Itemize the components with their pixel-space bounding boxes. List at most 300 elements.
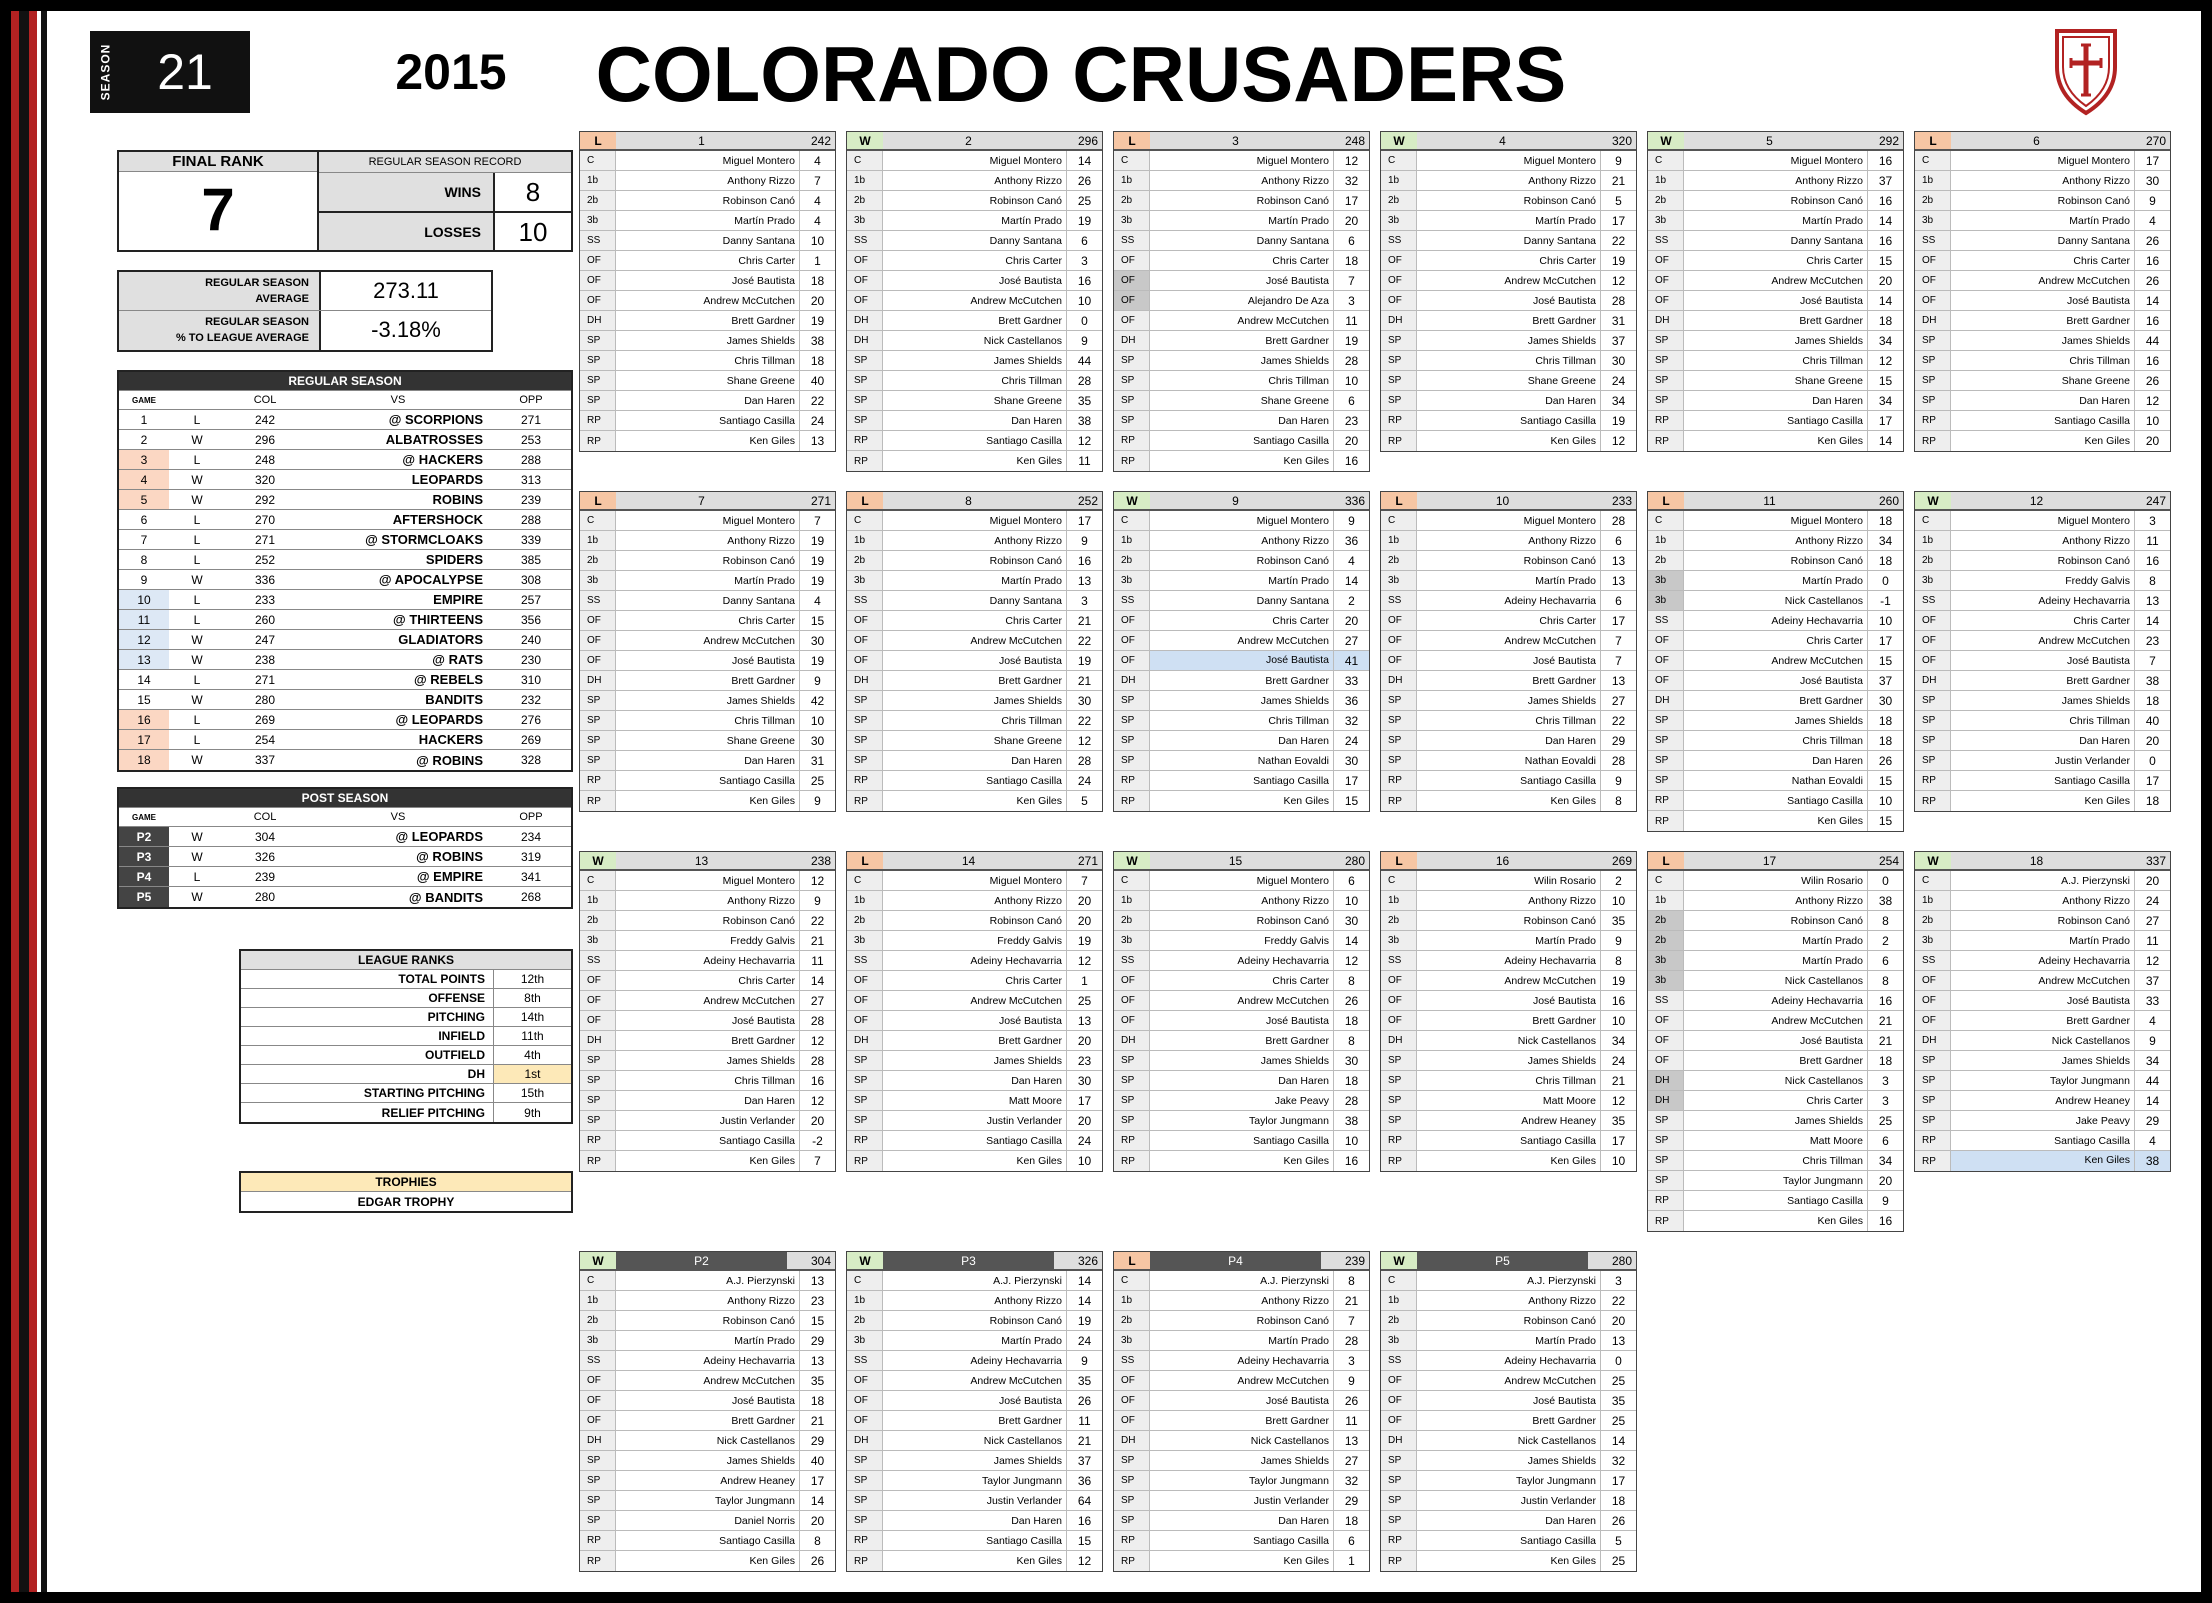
- lineup-player: Dan Haren: [1545, 1514, 1596, 1527]
- lineup-points: 3: [2134, 511, 2170, 530]
- lineup-player: Robinson Canó: [2057, 554, 2130, 567]
- lineup-player: Chris Carter: [1806, 254, 1863, 267]
- lineup-points: 28: [1600, 511, 1636, 530]
- lineup-position: SP: [1648, 771, 1684, 790]
- game-result-badge: L: [580, 132, 616, 149]
- lineup-player: Anthony Rizzo: [1528, 534, 1596, 547]
- game-total: 326: [1077, 1253, 1098, 1268]
- lineup-position: 1b: [580, 171, 616, 190]
- lineup-position: 1b: [1381, 531, 1417, 550]
- lineup-row: [1114, 1471, 1369, 1491]
- game-label: 13: [694, 853, 709, 868]
- lineup-points: 16: [1066, 1511, 1102, 1530]
- lineup-row: [1648, 711, 1903, 731]
- lineup-row: [1648, 1051, 1903, 1071]
- lineup-row: [1114, 651, 1369, 671]
- lineup-row: [580, 1091, 835, 1111]
- lineup-position: SP: [1114, 1111, 1150, 1130]
- lineup-points: 11: [1333, 1411, 1369, 1430]
- lineup-position: SP: [1381, 751, 1417, 770]
- lineup-player: Ken Giles: [1817, 435, 1863, 447]
- regular_season-cell: GLADIATORS: [398, 632, 483, 647]
- lineup-position: 3b: [1915, 571, 1951, 590]
- lineup-row: [1114, 731, 1369, 751]
- lineup-points: 27: [1600, 691, 1636, 710]
- lineup-points: 12: [2134, 391, 2170, 410]
- lineup-points: 0: [1600, 1351, 1636, 1370]
- lineup-position: 1b: [1114, 531, 1150, 550]
- game-lineup-11: [1647, 491, 1904, 832]
- lineup-points: 13: [1066, 1011, 1102, 1030]
- lineup-player: Brett Gardner: [1265, 1414, 1329, 1427]
- lineup-points: 8: [1333, 1271, 1369, 1290]
- lineup-position: RP: [1114, 431, 1150, 450]
- lineup-player: Brett Gardner: [1799, 694, 1863, 707]
- lineup-points: 19: [1600, 971, 1636, 990]
- lineup-position: SP: [580, 1051, 616, 1070]
- lineup-row: [1915, 371, 2170, 391]
- league-rank-row: [241, 1084, 571, 1103]
- lineup-points: 26: [799, 1551, 835, 1571]
- lineup-player: Robinson Canó: [722, 194, 795, 207]
- lineup-row: [1114, 211, 1369, 231]
- lineup-points: 16: [1600, 991, 1636, 1010]
- regular_season-cell: 7: [140, 532, 148, 547]
- post_season-header-cell: OPP: [519, 811, 543, 823]
- lineup-row: [1915, 271, 2170, 291]
- lineup-player: Ken Giles: [1817, 815, 1863, 827]
- lineup-row: [1114, 551, 1369, 571]
- lineup-row: [1381, 1031, 1636, 1051]
- lineup-position: 1b: [1114, 891, 1150, 910]
- lineup-row: [580, 951, 835, 971]
- lineup-position: SP: [1114, 1051, 1150, 1070]
- lineup-player: Robinson Canó: [1523, 554, 1596, 567]
- game-label: 14: [961, 853, 976, 868]
- lineup-player: Brett Gardner: [1532, 314, 1596, 327]
- regular_season-cell: 385: [520, 552, 542, 567]
- lineup-player: Martín Prado: [1001, 574, 1062, 587]
- lineup-row: [1114, 311, 1369, 331]
- lineup-points: 13: [1600, 551, 1636, 570]
- lineup-position: 3b: [1915, 211, 1951, 230]
- lineup-player: Ken Giles: [1817, 1215, 1863, 1227]
- lineup-points: 17: [799, 1471, 835, 1490]
- lineup-player: Martín Prado: [1001, 214, 1062, 227]
- lineup-position: 1b: [1381, 171, 1417, 190]
- lineup-points: 17: [1333, 771, 1369, 790]
- lineup-row: [847, 791, 1102, 811]
- lineup-points: 19: [799, 531, 835, 550]
- lineup-points: 14: [799, 1491, 835, 1510]
- lineup-points: 10: [1600, 1011, 1636, 1030]
- lineup-row: [1648, 171, 1903, 191]
- lineup-position: DH: [847, 671, 883, 690]
- lineup-position: SS: [1114, 1351, 1150, 1370]
- lineup-player: Andrew McCutchen: [703, 994, 795, 1007]
- wins-value: 8: [493, 173, 571, 211]
- lineup-position: OF: [1114, 1371, 1150, 1390]
- lineup-row: [847, 451, 1102, 471]
- lineup-player: Martín Prado: [2069, 934, 2130, 947]
- lineup-position: SP: [847, 1491, 883, 1510]
- regular_season-cell: @ ROBINS: [416, 752, 483, 768]
- lineup-position: RP: [1381, 1151, 1417, 1171]
- game-result-badge: L: [1114, 132, 1150, 149]
- lineup-points: 35: [1600, 1391, 1636, 1410]
- lineup-player: Justin Verlander: [986, 1114, 1062, 1127]
- lineup-position: RP: [1114, 1531, 1150, 1550]
- lineup-points: 20: [1066, 891, 1102, 910]
- league-rank-value: 12th: [493, 970, 571, 988]
- lineup-points: 29: [799, 1331, 835, 1350]
- league-rank-value: 4th: [493, 1046, 571, 1064]
- lineup-position: 3b: [580, 931, 616, 950]
- game-lineup-header: [580, 132, 835, 151]
- lineup-row: [580, 1411, 835, 1431]
- lineup-position: OF: [1114, 251, 1150, 270]
- game-total: 239: [1344, 1253, 1365, 1268]
- lineup-points: 9: [1600, 151, 1636, 170]
- lineup-player: José Bautista: [1265, 274, 1329, 287]
- lineup-points: 26: [1333, 1391, 1369, 1410]
- lineup-player: James Shields: [2061, 334, 2130, 347]
- lineup-row: [1114, 1511, 1369, 1531]
- lineup-points: 42: [799, 691, 835, 710]
- lineup-points: 23: [799, 1291, 835, 1310]
- lineup-position: RP: [1381, 1551, 1417, 1571]
- lineup-position: SP: [847, 1091, 883, 1110]
- lineup-row: [847, 311, 1102, 331]
- lineup-points: 34: [1867, 1151, 1903, 1170]
- lineup-row: [847, 751, 1102, 771]
- lineup-player: James Shields: [726, 334, 795, 347]
- lineup-position: C: [580, 511, 616, 530]
- post_season-cell: 234: [520, 829, 542, 844]
- lineup-position: 2b: [1114, 551, 1150, 570]
- lineup-position: SP: [847, 411, 883, 430]
- lineup-player: Robinson Canó: [1790, 554, 1863, 567]
- lineup-player: Santiago Casilla: [1253, 434, 1329, 447]
- lineup-row: [1381, 271, 1636, 291]
- lineup-points: 5: [1600, 1531, 1636, 1550]
- lineup-position: 3b: [580, 211, 616, 230]
- lineup-row: [1648, 531, 1903, 551]
- lineup-row: [1381, 1491, 1636, 1511]
- lineup-player: Ken Giles: [2084, 795, 2130, 807]
- lineup-player: José Bautista: [998, 274, 1062, 287]
- game-lineup-header: [580, 852, 835, 871]
- team-name: COLORADO CRUSADERS: [595, 30, 1567, 118]
- lineup-row: [580, 1011, 835, 1031]
- lineup-points: 7: [799, 1151, 835, 1171]
- lineup-position: OF: [580, 971, 616, 990]
- league-rank-label: RELIEF PITCHING: [381, 1105, 485, 1120]
- lineup-points: 20: [1066, 1031, 1102, 1050]
- lineup-position: 1b: [1915, 531, 1951, 550]
- lineup-player: Robinson Canó: [1256, 194, 1329, 207]
- regular_season-cell: 308: [520, 572, 542, 587]
- lineup-points: 19: [1066, 931, 1102, 950]
- lineup-player: Danny Santana: [989, 234, 1062, 247]
- regular_season-cell: L: [193, 552, 201, 567]
- lineup-points: 40: [799, 371, 835, 390]
- lineup-row: [1648, 271, 1903, 291]
- lineup-player: Wilin Rosario: [1801, 874, 1863, 887]
- lineup-row: [1381, 1411, 1636, 1431]
- lineup-position: OF: [1381, 1011, 1417, 1030]
- lineup-player: Santiago Casilla: [2054, 774, 2130, 787]
- lineup-player: Freddy Galvis: [2065, 574, 2130, 587]
- lineup-position: SP: [1381, 331, 1417, 350]
- lineup-points: 19: [1600, 411, 1636, 430]
- lineup-player: Andrew McCutchen: [1237, 1374, 1329, 1387]
- regular_season-cell: 6: [140, 512, 148, 527]
- lineup-position: OF: [847, 251, 883, 270]
- league-rank-label: TOTAL POINTS: [398, 972, 485, 986]
- regular_season-cell: L: [193, 452, 201, 467]
- lineup-position: RP: [1114, 771, 1150, 790]
- lineup-position: SP: [1114, 1511, 1150, 1530]
- lineup-points: 14: [1600, 1431, 1636, 1450]
- game-lineup-8: [846, 491, 1103, 812]
- lineup-points: 19: [799, 651, 835, 670]
- lineup-row: [1915, 251, 2170, 271]
- lineup-position: OF: [1381, 271, 1417, 290]
- lineup-points: 16: [2134, 551, 2170, 570]
- lineup-player: Adeiny Hechavarria: [1504, 954, 1596, 967]
- lineup-player: Martín Prado: [1535, 214, 1596, 227]
- regular_season-game-row: [119, 710, 571, 730]
- lineup-position: SP: [847, 1051, 883, 1070]
- lineup-player: Martín Prado: [1802, 954, 1863, 967]
- game-lineup-header: [847, 492, 1102, 511]
- lineup-row: [580, 271, 835, 291]
- lineup-position: DH: [580, 671, 616, 690]
- lineup-points: 14: [1867, 291, 1903, 310]
- game-result-badge: W: [1114, 852, 1150, 869]
- lineup-row: [847, 1431, 1102, 1451]
- lineup-row: [1381, 371, 1636, 391]
- lineup-player: Dan Haren: [744, 394, 795, 407]
- lineup-row: [1648, 391, 1903, 411]
- lineup-position: DH: [847, 1431, 883, 1450]
- lineup-position: SP: [1114, 1471, 1150, 1490]
- lineup-points: 22: [1066, 631, 1102, 650]
- lineup-row: [1915, 331, 2170, 351]
- lineup-row: [1381, 891, 1636, 911]
- lineup-position: DH: [1381, 311, 1417, 330]
- regular_season-cell: 4: [119, 470, 169, 489]
- lineup-position: DH: [1648, 1091, 1684, 1110]
- lineup-player: Anthony Rizzo: [1261, 534, 1329, 547]
- post_season-cell: W: [191, 849, 203, 864]
- lineup-position: RP: [1648, 1211, 1684, 1231]
- lineup-position: 2b: [580, 911, 616, 930]
- lineup-row: [1915, 1051, 2170, 1071]
- lineup-position: OF: [1648, 291, 1684, 310]
- lineup-points: 24: [1066, 1131, 1102, 1150]
- lineup-points: 9: [2134, 1031, 2170, 1050]
- game-total: 292: [1878, 133, 1899, 148]
- lineup-player: Nick Castellanos: [1784, 594, 1863, 607]
- regular_season-cell: W: [191, 472, 203, 487]
- post_season-cell: 239: [254, 869, 276, 884]
- lineup-points: 15: [1333, 791, 1369, 811]
- lineup-points: 29: [799, 1431, 835, 1450]
- lineup-row: [1114, 151, 1369, 171]
- lineup-player: Danny Santana: [989, 594, 1062, 607]
- lineup-points: 22: [1600, 711, 1636, 730]
- game-label: 15: [1228, 853, 1243, 868]
- game-total: 337: [2145, 853, 2166, 868]
- lineup-points: 10: [1867, 791, 1903, 810]
- lineup-points: 21: [799, 1411, 835, 1430]
- game-lineup-header: [847, 852, 1102, 871]
- lineup-player: Martín Prado: [1268, 1334, 1329, 1347]
- lineup-position: 1b: [1648, 171, 1684, 190]
- lineup-row: [1381, 1531, 1636, 1551]
- lineup-player: Shane Greene: [726, 734, 795, 747]
- lineup-player: Chris Carter: [1539, 254, 1596, 267]
- lineup-row: [1114, 711, 1369, 731]
- lineup-position: RP: [580, 411, 616, 430]
- lineup-points: 26: [1066, 1391, 1102, 1410]
- lineup-position: SP: [1114, 1071, 1150, 1090]
- lineup-position: OF: [1114, 971, 1150, 990]
- lineup-player: Ken Giles: [1283, 1555, 1329, 1567]
- lineup-player: Chris Carter: [1005, 254, 1062, 267]
- lineup-row: [1648, 571, 1903, 591]
- lineup-position: SS: [1648, 991, 1684, 1010]
- lineup-row: [1381, 1431, 1636, 1451]
- lineup-player: Andrew McCutchen: [1237, 634, 1329, 647]
- lineup-row: [1648, 1091, 1903, 1111]
- lineup-points: 9: [799, 791, 835, 811]
- avg-label-line-2: AVERAGE: [255, 293, 309, 305]
- lineup-points: 7: [799, 171, 835, 190]
- lineup-player: James Shields: [1260, 1454, 1329, 1467]
- lineup-row: [847, 331, 1102, 351]
- lineup-row: [1381, 911, 1636, 931]
- lineup-points: 0: [1867, 871, 1903, 890]
- lineup-position: SS: [1114, 591, 1150, 610]
- lineup-points: 13: [799, 1351, 835, 1370]
- lineup-points: 20: [1066, 1111, 1102, 1130]
- lineup-points: 9: [799, 671, 835, 690]
- lineup-player: Adeiny Hechavarria: [1237, 954, 1329, 967]
- lineup-row: [1114, 971, 1369, 991]
- lineup-row: [847, 1411, 1102, 1431]
- lineup-player: Santiago Casilla: [719, 1534, 795, 1547]
- lineup-row: [1915, 151, 2170, 171]
- lineup-player: José Bautista: [1532, 654, 1596, 667]
- regular_season-cell: L: [193, 612, 201, 627]
- lineup-points: 7: [1600, 651, 1636, 670]
- regular_season-cell: 313: [520, 472, 542, 487]
- lineup-row: [1381, 791, 1636, 811]
- lineup-points: 15: [1066, 1531, 1102, 1550]
- lineup-row: [580, 1271, 835, 1291]
- lineup-player: Anthony Rizzo: [727, 174, 795, 187]
- lineup-position: OF: [1648, 631, 1684, 650]
- lineup-player: Andrew McCutchen: [703, 1374, 795, 1387]
- lineup-position: SP: [1114, 691, 1150, 710]
- lineup-player: Anthony Rizzo: [1528, 174, 1596, 187]
- lineup-points: 26: [1333, 991, 1369, 1010]
- game-lineup-1: [579, 131, 836, 452]
- lineup-position: 1b: [1915, 171, 1951, 190]
- lineup-points: 41: [1333, 651, 1369, 670]
- lineup-player: Miguel Montero: [1256, 154, 1329, 167]
- lineup-points: 11: [799, 951, 835, 970]
- lineup-points: 8: [2134, 571, 2170, 590]
- lineup-player: Adeiny Hechavarria: [970, 954, 1062, 967]
- lineup-points: 40: [2134, 711, 2170, 730]
- lineup-player: Ken Giles: [1550, 1555, 1596, 1567]
- lineup-position: SP: [1381, 711, 1417, 730]
- lineup-player: Dan Haren: [1545, 734, 1596, 747]
- lineup-position: OF: [1915, 251, 1951, 270]
- post_season-cell: 326: [254, 849, 276, 864]
- lineup-position: SP: [1915, 731, 1951, 750]
- lineup-row: [580, 251, 835, 271]
- lineup-points: 20: [1333, 431, 1369, 450]
- lineup-row: [1915, 751, 2170, 771]
- lineup-player: Brett Gardner: [998, 674, 1062, 687]
- lineup-player: A.J. Pierzynski: [2061, 874, 2130, 887]
- lineup-row: [1648, 151, 1903, 171]
- lineup-points: 19: [799, 571, 835, 590]
- lineup-position: 1b: [580, 531, 616, 550]
- lineup-position: SP: [1648, 1151, 1684, 1170]
- lineup-position: RP: [847, 431, 883, 450]
- regular_season-cell: 253: [520, 432, 542, 447]
- lineup-row: [1915, 1131, 2170, 1151]
- lineup-row: [1114, 1351, 1369, 1371]
- lineup-points: 29: [2134, 1111, 2170, 1130]
- lineup-points: 14: [1066, 151, 1102, 170]
- lineup-player: Taylor Jungmann: [1249, 1474, 1329, 1487]
- post_season-title: POST SEASON: [119, 789, 571, 808]
- regular_season-cell: @ REBELS: [413, 672, 483, 687]
- lineup-player: James Shields: [1527, 334, 1596, 347]
- regular_season-game-row: [119, 650, 571, 670]
- regular_season-cell: L: [193, 732, 201, 747]
- lineup-points: 10: [1333, 371, 1369, 390]
- lineup-points: 4: [2134, 211, 2170, 230]
- lineup-player: Nick Castellanos: [1784, 974, 1863, 987]
- lineup-player: José Bautista: [2066, 994, 2130, 1007]
- lineup-row: [847, 731, 1102, 751]
- lineup-player: Santiago Casilla: [719, 1134, 795, 1147]
- regular_season-cell: 271: [254, 532, 276, 547]
- lineup-position: SP: [847, 1451, 883, 1470]
- lineup-player: Brett Gardner: [1532, 674, 1596, 687]
- lineup-position: 3b: [1648, 211, 1684, 230]
- lineup-points: 17: [2134, 151, 2170, 170]
- lineup-player: A.J. Pierzynski: [1260, 1274, 1329, 1287]
- lineup-row: [1915, 591, 2170, 611]
- lineup-player: Ken Giles: [1283, 795, 1329, 807]
- post_season-cell: L: [193, 869, 201, 884]
- post_season-cell: 268: [520, 890, 542, 904]
- lineup-position: 3b: [1381, 211, 1417, 230]
- lineup-row: [847, 1371, 1102, 1391]
- lineup-position: SP: [580, 731, 616, 750]
- league-rank-row: [241, 1046, 571, 1065]
- lineup-points: 20: [1867, 271, 1903, 290]
